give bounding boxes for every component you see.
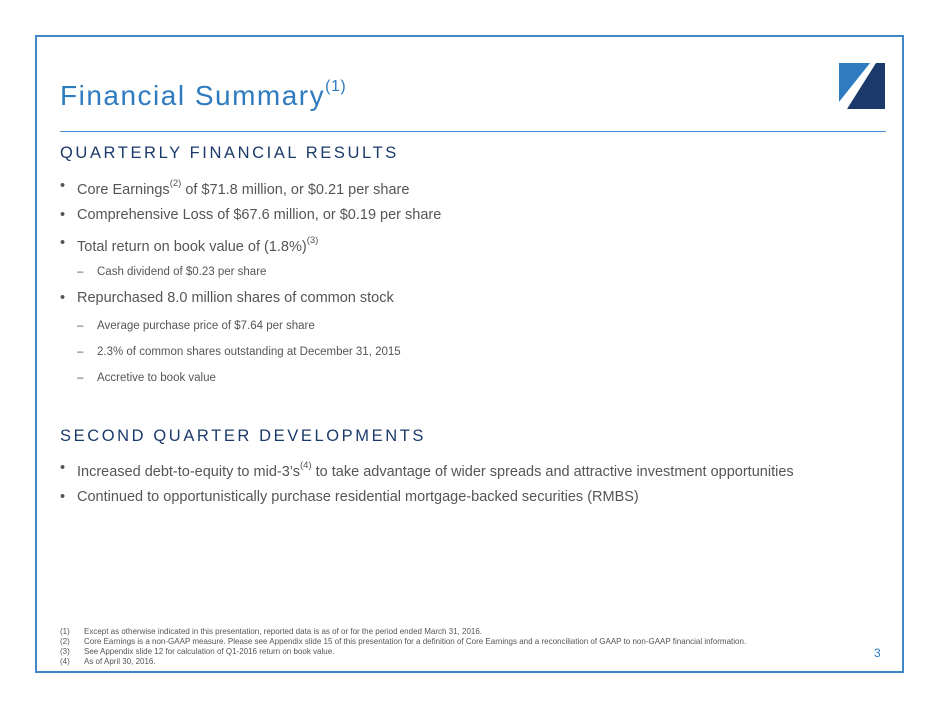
footnote-ref: (2)	[169, 178, 182, 189]
footnotes	[60, 627, 746, 667]
list-item	[60, 234, 441, 263]
bullet-mark: •	[60, 488, 66, 505]
dash-mark: –	[77, 346, 84, 358]
page-title-text: Financial Summary	[60, 80, 326, 111]
item-text: Increased debt-to-equity to mid-3’s	[77, 463, 300, 480]
footnote-text: See Appendix slide 12 for calculation of Q1-2016 return on book value.	[84, 647, 335, 656]
list-item	[60, 289, 441, 318]
list-item	[60, 206, 441, 235]
dash-mark: –	[77, 372, 84, 384]
footnote-text: Core Earnings is a non-GAAP measure. Please see Appendix slide 15 of this presentation for a definition of Core Earnings and a reconciliation of GAAP to non-GAAP financial information.	[84, 637, 747, 646]
footnote	[60, 627, 746, 637]
quarterly-results-list	[60, 177, 441, 395]
item-text: Accretive to book value	[97, 372, 216, 384]
section-heading-second-quarter: SECOND QUARTER DEVELOPMENTS	[60, 427, 427, 445]
dash-mark: –	[77, 320, 84, 332]
sub-list-item	[60, 263, 441, 289]
sub-list-item	[60, 317, 441, 343]
page-title	[60, 77, 347, 112]
bullet-mark: •	[60, 235, 66, 251]
footnote	[60, 647, 746, 657]
second-quarter-list	[60, 459, 794, 516]
item-text-cont: to take advantage of wider spreads and attractive investment opportunities	[311, 463, 794, 480]
footnote	[60, 657, 746, 667]
list-item	[60, 177, 441, 206]
footnote-text: As of April 30, 2016.	[84, 657, 156, 666]
bullet-mark: •	[60, 289, 66, 306]
item-text-cont: of $71.8 million, or $0.21 per share	[181, 181, 410, 198]
footnote-number: (4)	[60, 657, 70, 666]
bullet-mark: •	[60, 460, 66, 476]
footnote-number: (2)	[60, 637, 70, 646]
footnote-number: (1)	[60, 627, 70, 636]
item-text: Total return on book value of (1.8%)	[77, 238, 307, 255]
list-item	[60, 459, 794, 488]
footnote	[60, 637, 746, 647]
footnote-number: (3)	[60, 647, 70, 656]
footnote-text: Except as otherwise indicated in this presentation, reported data is as of or for the period ended March 31, 2016.	[84, 627, 483, 636]
footnote-ref: (4)	[300, 460, 312, 471]
page-number: 3	[874, 646, 881, 660]
list-item	[60, 488, 794, 517]
sub-list-item	[60, 369, 441, 395]
sub-list-item	[60, 343, 441, 369]
company-logo-icon	[838, 62, 886, 110]
dash-mark: –	[77, 265, 84, 278]
title-footnote-ref: (1)	[325, 77, 347, 95]
title-divider	[60, 131, 886, 132]
bullet-mark: •	[60, 206, 66, 223]
item-text: Cash dividend of $0.23 per share	[97, 265, 267, 278]
section-heading-quarterly: QUARTERLY FINANCIAL RESULTS	[60, 144, 399, 162]
item-text: Comprehensive Loss of $67.6 million, or $0.19 per share	[77, 206, 442, 223]
item-text: Continued to opportunistically purchase residential mortgage-backed securities (RMBS)	[77, 488, 639, 505]
item-text: Core Earnings	[77, 181, 170, 198]
footnote-ref: (3)	[306, 235, 319, 246]
bullet-mark: •	[60, 178, 66, 194]
item-text: Repurchased 8.0 million shares of common stock	[77, 289, 394, 306]
item-text: 2.3% of common shares outstanding at December 31, 2015	[97, 346, 401, 358]
item-text: Average purchase price of $7.64 per share	[97, 320, 315, 332]
